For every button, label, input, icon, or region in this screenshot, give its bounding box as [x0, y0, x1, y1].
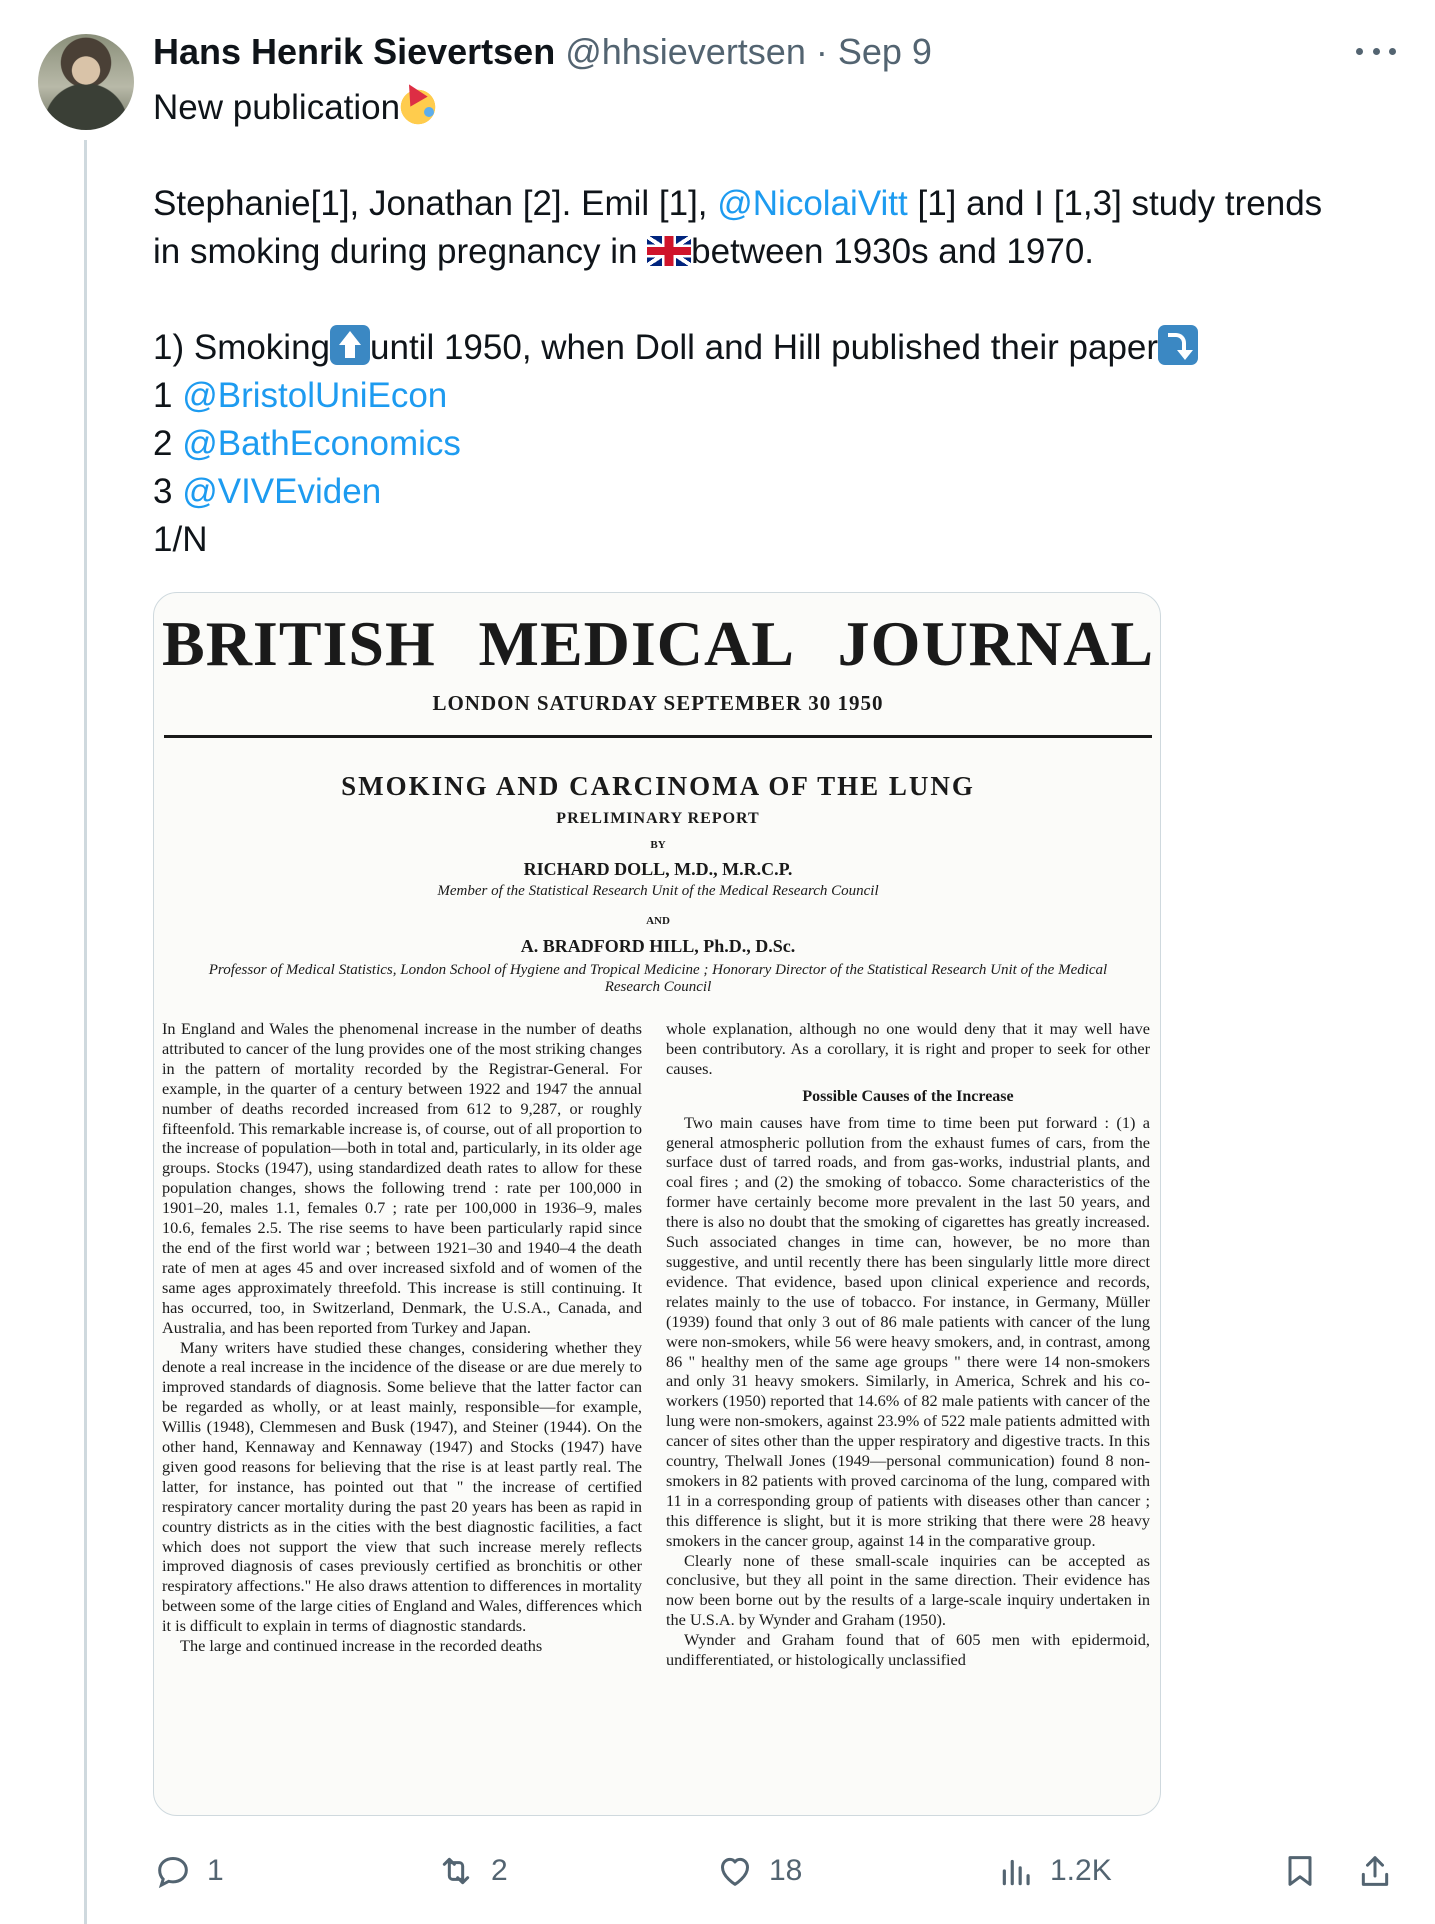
views-count: 1.2K	[1050, 1854, 1112, 1887]
views-button[interactable]	[998, 1845, 1112, 1897]
masthead-word: JOURNAL	[837, 608, 1154, 679]
affiliation-2	[153, 420, 1403, 468]
author-name[interactable]: Hans Henrik Sievertsen	[153, 31, 556, 72]
author-avatar[interactable]	[38, 34, 134, 130]
tweet-text-point1-rest: until 1950, when Doll and Hill published their paper	[370, 328, 1159, 367]
author-1-affiliation: Member of the Statistical Research Unit of the Medical Research Council	[437, 883, 879, 899]
arrow-turn-down-emoji	[1158, 325, 1198, 365]
views-bar-chart-icon	[998, 1851, 1036, 1891]
tweet-text-authors: Stephanie[1], Jonathan [2]. Emil [1],	[153, 184, 718, 223]
paragraph: The large and continued increase in the recorded deaths	[180, 1636, 543, 1656]
like-button[interactable]	[715, 1845, 802, 1897]
bookmark-button[interactable]	[1280, 1845, 1320, 1897]
tweet-text-smoking: in smoking during pregnancy in	[153, 232, 648, 271]
reply-count: 1	[207, 1854, 224, 1887]
share-icon	[1355, 1851, 1395, 1891]
reply-icon	[153, 1851, 193, 1891]
bookmark-icon	[1280, 1851, 1320, 1891]
masthead-word: MEDICAL	[478, 608, 795, 679]
heart-icon	[715, 1851, 755, 1891]
separator-dot: ·	[815, 31, 828, 72]
thread-marker: 1/N	[153, 520, 208, 559]
tweet-text-study: [1] and I [1,3] study trends	[907, 184, 1323, 223]
journal-masthead	[162, 607, 1154, 681]
tweet-line-3	[153, 228, 1403, 276]
article-author-2: A. BRADFORD HILL, Ph.D., D.Sc.	[520, 936, 796, 956]
journal-dateline: LONDON SATURDAY SEPTEMBER 30 1950	[432, 691, 884, 715]
tweet-text-point1: 1) Smoking	[153, 328, 331, 367]
tweet-text-intro: New publication	[153, 88, 401, 127]
tweet-line-4	[153, 324, 1403, 372]
tweet-line-2	[153, 180, 1403, 228]
up-arrow-emoji	[330, 325, 370, 365]
like-count: 18	[769, 1854, 803, 1887]
section-heading: Possible Causes of the Increase	[802, 1087, 1014, 1105]
paragraph: Clearly none of these small-scale inquiries can be accepted as conclusive, but they all point in the same direction. Their evidence has now been borne out by the results of a large-scale inquiry undertaken in the U.S.A. by Wynder and Graham (1950).	[666, 1550, 1150, 1630]
retweet-icon	[435, 1851, 477, 1891]
retweet-button[interactable]	[435, 1845, 508, 1897]
affiliation-number: 1	[153, 376, 183, 415]
mention-batheconomics[interactable]: @BathEconomics	[182, 424, 461, 463]
article-by: BY	[650, 839, 666, 851]
author-2-affiliation: Professor of Medical Statistics, London School of Hygiene and Tropical Medicine ; Honorary Director of the Statistical Research Unit of the Medical Research Council	[208, 962, 1108, 995]
tweet-date[interactable]: Sep 9	[837, 31, 932, 72]
tweet-line-1	[153, 84, 1403, 132]
share-button[interactable]	[1355, 1845, 1395, 1897]
uk-flag-emoji	[647, 236, 691, 266]
author-handle[interactable]: @hhsievertsen	[565, 31, 806, 72]
affiliation-1	[153, 372, 1403, 420]
paragraph: In England and Wales the phenomenal increase in the number of deaths attributed to cancer of the lung provides one of the most striking changes in the pattern of mortality recorded by the Registrar-General. For example, in the quarter of a century between 1922 and 1947 the annual number of deaths recorded increased from 612 to 9,287, or roughly fifteenfold. This remarkable increase is, of course, out of all proportion to the increase of population—both in total and, particularly, in its older age groups. Stocks (1947), using standardized death rates to allow for these population changes, shows the following trend : rate per 100,000 in 1901–20, males 1.1, females 0.7 ; rate per 100,000 in 1936–9, males 10.6, females 2.5. The rise seems to have been particularly rapid since the end of the first world war ; between 1921–30 and 1940–4 the death rate of men at ages 45 and over increased sixfold and of women of the same ages approximately threefold. This increase is still continuing. It has occurred, too, in Switzerland, Denmark, the U.S.A., Canada, and Australia, and has been reported from Turkey and Japan.	[162, 1019, 642, 1337]
journal-page-scan	[154, 593, 1161, 1816]
masthead-word: BRITISH	[162, 608, 436, 679]
attached-image[interactable]	[153, 592, 1161, 1816]
article-column-right	[666, 1019, 1150, 1670]
article-and: AND	[646, 915, 670, 927]
article-subtitle: PRELIMINARY REPORT	[556, 810, 760, 827]
reply-button[interactable]	[153, 1845, 224, 1897]
party-face-emoji	[400, 85, 440, 125]
affiliation-number: 2	[153, 424, 183, 463]
masthead-rule	[164, 735, 1152, 738]
article-title: SMOKING AND CARCINOMA OF THE LUNG	[341, 771, 975, 801]
affiliation-3	[153, 468, 1403, 516]
tweet-text-years: between 1930s and 1970.	[691, 232, 1095, 271]
tweet-text	[153, 84, 1403, 564]
mention-viveviden[interactable]: @VIVEviden	[182, 472, 382, 511]
affiliation-number: 3	[153, 472, 183, 511]
paragraph: Two main causes have from time to time been put forward : (1) a general atmospheric pollution from the exhaust fumes of cars, from the surface dust of tarred roads, and from gas-works, industrial plants, and coal fires ; and (2) the smoking of tobacco. Some characteristics of the former have certainly become more prevalent in the last 50 years, and there is also no doubt that the smoking of cigarettes has greatly increased. Such associated changes in time can, however, be no more than suggestive, and until recently there has been singularly little more direct evidence. That evidence, based upon clinical experience and records, relates mainly to the use of tobacco. For instance, in Germany, Müller (1939) found that only 3 out of 86 male patients with cancer of the lung were non-smokers, while 56 were heavy smokers, and, in contrast, among 86 " healthy men of the same age groups " there were 14 non-smokers and only 31 heavy smokers. Similarly, in America, Schrek and his co-workers (1950) reported that 14.6% of 82 male patients with cancer of the lung were non-smokers, against 23.9% of 522 male patients admitted with cancer of sites other than the upper respiratory and digestive tracts. In this country, Thelwall Jones (1949—personal communication) found 8 non-smokers in 82 patients with proved carcinoma of the lung, compared with 11 in a corresponding group of patients with diseases other than cancer ; this difference is slight, but it is more striking that there were 28 heavy smokers in the cancer group, against 14 in the comparative group.	[666, 1112, 1150, 1550]
paragraph: Wynder and Graham found that of 605 men with epidermoid, undifferentiated, or histologically unclassified	[666, 1630, 1150, 1670]
retweet-count: 2	[491, 1854, 508, 1887]
mention-nicolaivitt[interactable]: @NicolaiVitt	[717, 184, 908, 223]
thread-line	[84, 140, 87, 1924]
article-author-1: RICHARD DOLL, M.D., M.R.C.P.	[523, 859, 793, 879]
more-options-icon[interactable]	[1356, 48, 1396, 60]
tweet-header	[153, 30, 932, 74]
article-column-left	[162, 1019, 642, 1656]
mention-bristoluniecon[interactable]: @BristolUniEcon	[182, 376, 448, 415]
paragraph: Many writers have studied these changes, considering whether they denote a real increase in the incidence of the disease or are due merely to improved standards of diagnosis. Some believe that the latter factor can be regarded as wholly, or at least mainly, responsible—for example, Willis (1948), Clemmesen and Busk (1947), and Steiner (1944). On the other hand, Kennaway and Kennaway (1947) and Stocks (1947) have given good reasons for believing that the rise is at least partly real. The latter, for instance, has pointed out that " the increase of certified respiratory cancer mortality during the past 20 years has been as rapid in country districts as in the cities with the best diagnostic facilities, a fact which does not support the view that such increase merely reflects improved diagnosis of cases previously certified as bronchitis or other respiratory affections." He also draws attention to differences in mortality between some of the large cities of England and Wales, differences which it is difficult to explain in terms of diagnostic standards.	[162, 1337, 642, 1636]
paragraph: whole explanation, although no one would deny that it may well have been contributory. As a corollary, it is right and proper to seek for other causes.	[666, 1019, 1150, 1078]
